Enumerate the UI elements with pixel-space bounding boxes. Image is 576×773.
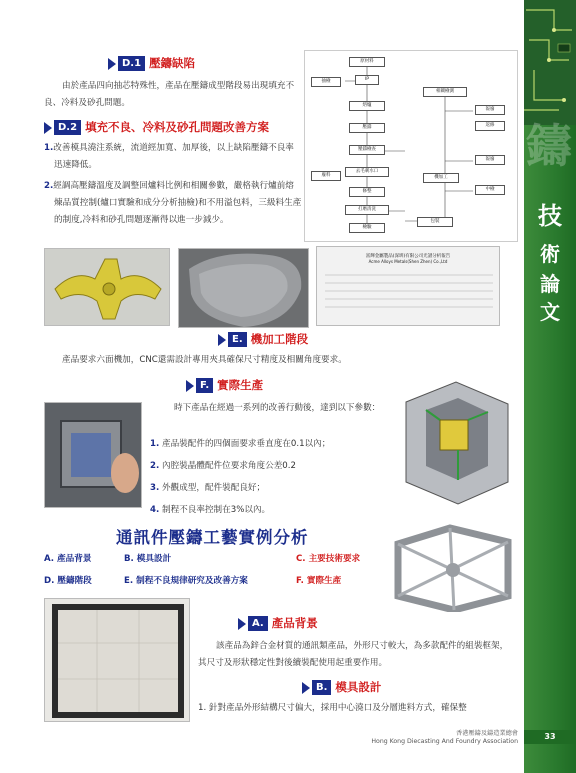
section-f-item-3 <box>150 480 400 497</box>
flow-side-node: 報廢 <box>475 105 505 115</box>
flow-node: 壓鑄 <box>349 123 385 133</box>
section-title: 實際生產 <box>217 378 264 392</box>
cnc-fixture-image <box>396 362 516 512</box>
flow-node: 壓鑄檢查 <box>349 145 385 155</box>
section-title: 模具設計 <box>335 680 382 694</box>
spectrum-report-image <box>316 246 500 326</box>
index-item-f[interactable]: F. 實際生產 <box>296 576 342 586</box>
mold-yellow-image <box>44 248 170 326</box>
section-a-text: 該產品為鋅合金材質的通訊類產品，外形尺寸較大，為多款配件的組裝框架，其尺寸及形狀穩定性對後續裝配使用起重要作用。 <box>198 641 509 668</box>
flow-side-node: 報廢 <box>475 155 505 165</box>
flow-node: 包裝 <box>417 217 453 227</box>
item-number: 4. <box>150 505 160 515</box>
section-d1-text: 由於產品四向抽芯特殊性，產品在壓鑄成型階段易出現填充不良、冷料及砂孔問題。 <box>44 81 295 108</box>
die-cast-frame-image <box>390 524 516 612</box>
report-subtitle: Acme Alloys Metals(Shen Zhen) Co.,Ltd <box>368 259 448 264</box>
arrow-icon <box>238 618 246 630</box>
flow-node: 檢驗 <box>349 223 385 233</box>
section-f-item-4 <box>150 502 400 519</box>
section-f-item-1 <box>150 436 400 453</box>
item-number: 2. <box>44 181 54 191</box>
section-code: E. <box>228 332 247 347</box>
index-item-e[interactable]: E. 制程不良規律研究及改善方案 <box>124 576 248 586</box>
flow-side-node: 廢料 <box>311 171 341 181</box>
section-d2-item-1 <box>44 140 302 174</box>
arrow-icon <box>44 122 52 134</box>
banner-char-3: 論 <box>540 272 560 296</box>
flow-node: 原材料 <box>349 57 385 67</box>
section-title: 壓鑄缺陷 <box>149 56 196 70</box>
arrow-icon <box>218 334 226 346</box>
flow-node: 打磨清洗 <box>345 205 389 215</box>
index-item-c[interactable]: C. 主要技術要求 <box>296 554 361 564</box>
frame-product-image <box>44 598 190 722</box>
arrow-icon <box>186 380 194 392</box>
arrow-icon <box>302 682 310 694</box>
section-b-header <box>302 680 381 695</box>
section-code: B. <box>312 680 331 695</box>
index-item-a[interactable]: A. 產品背景 <box>44 554 92 564</box>
index-item-b[interactable]: B. 模具設計 <box>124 554 172 564</box>
page-number: 33 <box>524 730 576 744</box>
casting-defect-image <box>178 248 309 328</box>
index-item-d[interactable]: D. 壓鑄階段 <box>44 576 92 586</box>
main-article-title: 通訊件壓鑄工藝實例分析 <box>116 528 309 547</box>
section-b-text: 1. 針對產品外形結構尺寸偏大，採用中心澆口及分層進料方式，確保整 <box>198 703 467 713</box>
banner-char-4: 文 <box>540 300 560 324</box>
section-f-item-2 <box>150 458 400 475</box>
item-text: 經調高壓鑄溫度及調整回爐料比例和相關參數，嚴格執行爐前熔煉品質控制(爐口實驗和成分分析抽檢)和不用溢包料，三級料生產的制度,冷料和砂孔問題逐漸得以進一步減少。 <box>53 181 302 225</box>
section-d2-item-2 <box>44 178 302 229</box>
section-title: 產品背景 <box>271 616 318 630</box>
item-number: 2. <box>150 461 160 471</box>
section-title: 機加工階段 <box>250 332 309 346</box>
item-text: 外觀成型，配件裝配良好； <box>161 483 266 493</box>
flow-side-node: 機加工 <box>423 173 459 183</box>
section-f-header <box>186 378 263 393</box>
section-code: D.1 <box>118 56 145 71</box>
banner-char-1: 技 <box>538 201 562 230</box>
item-text: 內腔裝晶體配件位要求角度公差0.2 <box>161 461 296 471</box>
circuit-board-graphic <box>524 0 576 125</box>
section-a-header <box>238 616 318 631</box>
footer-org-zh: 香港壓鑄及鑄造業總會 <box>456 730 518 737</box>
section-e-header <box>218 332 308 347</box>
item-number: 1. <box>44 143 54 153</box>
assembly-hand-image <box>44 402 142 508</box>
section-code: F. <box>196 378 213 393</box>
flow-node: IP <box>355 75 379 85</box>
banner-char-2: 術 <box>540 242 560 266</box>
flow-node: 修整 <box>349 187 385 197</box>
footer-org-en: Hong Kong Diecasting And Foundry Association <box>371 738 518 745</box>
item-number: 1. <box>150 439 160 449</box>
arrow-icon <box>108 58 116 70</box>
process-flowchart <box>304 50 518 242</box>
report-title: 富輝金屬製品(深圳)有限公司光譜分析報告 <box>365 254 451 259</box>
flow-side-node: 抽檢 <box>311 77 341 87</box>
item-text: 產品裝配件的四個面要求垂直度在0.1以內； <box>161 439 331 449</box>
flow-node: 熔爐 <box>349 101 385 111</box>
section-d2-header <box>44 120 269 135</box>
flow-side-node: 中檢 <box>475 185 505 195</box>
section-code: D.2 <box>54 120 81 135</box>
item-text: 制程不良率控制在3%以內。 <box>161 505 271 515</box>
watermark-char: 鑄 <box>526 119 572 173</box>
flow-side-node: 返修 <box>475 121 505 131</box>
item-text: 改善模具澆注系統，流道經加寬、加厚後，以上缺陷壓鑄不良率迅速降低。 <box>53 143 294 170</box>
flow-side-node: 相關檢測 <box>423 87 467 97</box>
section-e-text: 產品要求六面機加，CNC還需設計專用夾具確保尺寸精度及相關角度要求。 <box>62 355 347 365</box>
flow-node: 去毛刺水口 <box>345 167 389 177</box>
section-code: A. <box>248 616 268 631</box>
item-number: 3. <box>150 483 160 493</box>
section-f-intro: 時下產品在經過一系列的改善行動後，達到以下參數： <box>174 403 381 413</box>
section-title: 填充不良、冷料及砂孔問題改善方案 <box>85 120 270 134</box>
section-d1-header <box>108 56 195 71</box>
